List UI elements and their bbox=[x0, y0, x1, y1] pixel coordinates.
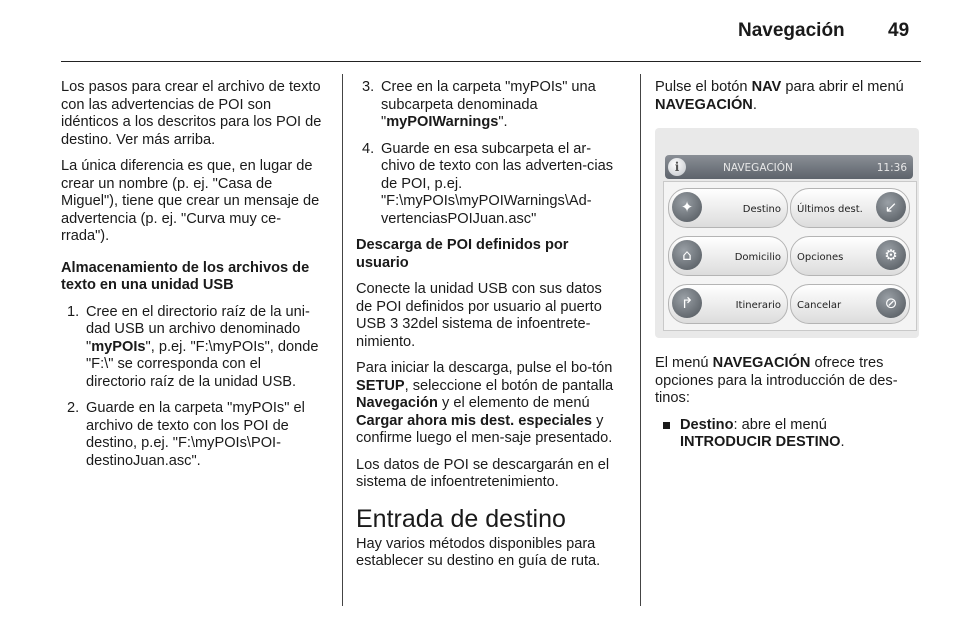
steps-list bbox=[61, 304, 325, 471]
recent-destinations-icon: ↙ bbox=[876, 192, 906, 222]
screen-menu-area bbox=[663, 181, 917, 331]
step-number: 4. bbox=[362, 140, 375, 157]
opciones-button: Opciones ⚙ bbox=[790, 236, 910, 276]
paragraph: Para iniciar la descarga, pulse el bo‐tón SETUP, seleccione el botón de pantalla Navegación y el elemento de menú Cargar ahora mis dest. especiales y confirme luego el men‐saje presentado. bbox=[356, 360, 614, 446]
column-2 bbox=[356, 79, 622, 580]
column-1 bbox=[61, 79, 325, 479]
navigation-menu-screenshot bbox=[655, 128, 919, 338]
paragraph: Los datos de POI se descargarán en el sistema de infoentretenimiento. bbox=[356, 456, 610, 490]
column-divider-1 bbox=[342, 74, 343, 606]
paragraph: Hay varios métodos disponibles para establecer su destino en guía de ruta. bbox=[356, 535, 601, 569]
info-icon: i bbox=[668, 158, 686, 176]
route-arrow-icon: ↱ bbox=[672, 288, 702, 318]
subheading-usb-storage: Almacenamiento de los archivos de texto en una unidad USB bbox=[61, 259, 310, 293]
list-item bbox=[61, 400, 325, 470]
step-text: ", p.ej. "F:\myPOIs", donde "F:\" se corresponda con el directorio raíz de la unidad USB. bbox=[86, 338, 319, 390]
step-text: Guarde en la carpeta "myPOIs" el archivo de texto con los POI de destino, p.ej. "F:\myPOIs\POI‐destinoJuan.asc". bbox=[86, 400, 305, 469]
step-text: ". bbox=[498, 114, 508, 130]
page-reference-link[interactable]: 3 32 bbox=[390, 316, 419, 332]
step-bold-text: myPOIs bbox=[91, 338, 146, 355]
paragraph: El menú NAVEGACIÓN ofrece tres opciones para la introducción de des‐tinos: bbox=[655, 355, 898, 406]
cancelar-button: Cancelar ⊘ bbox=[790, 284, 910, 324]
list-item bbox=[61, 304, 325, 392]
steps-list bbox=[356, 79, 622, 228]
list-item bbox=[356, 141, 622, 229]
step-text: Cree en el directorio raíz de la uni‐dad USB un archivo denominado " bbox=[86, 303, 310, 355]
paragraph: Conecte la unidad USB con sus datos de POI definidos por usuario al puerto USB 3 32del sistema de infoentrete‐nimiento. bbox=[356, 281, 602, 350]
options-gear-icon: ⚙ bbox=[876, 240, 906, 270]
home-icon: ⌂ bbox=[672, 240, 702, 270]
column-divider-2 bbox=[640, 74, 641, 606]
screen-title: NAVEGACIÓN bbox=[723, 162, 793, 174]
cancel-icon: ⊘ bbox=[876, 288, 906, 318]
destination-icon: ✦ bbox=[672, 192, 702, 222]
step-number: 1. bbox=[67, 303, 80, 320]
subheading-poi-download: Descarga de POI definidos por usuario bbox=[356, 237, 569, 271]
domicilio-button: ⌂ Domicilio bbox=[668, 236, 788, 276]
step-text: Guarde en esa subcarpeta el ar‐chivo de texto con las adverten‐cias de POI, p.ej. "F:\myPOIs\myPOIWarnings\Ad‐vertenciasPOIJuan.asc" bbox=[381, 140, 614, 227]
screen-clock: 11:36 bbox=[876, 162, 907, 174]
paragraph: Los pasos para crear el archivo de texto con las advertencias de POI son idénticos a los descritos para los POI de destino. Ver más arriba. bbox=[61, 79, 322, 148]
destino-button: ✦ Destino bbox=[668, 188, 788, 228]
running-header-title: Navegación bbox=[738, 20, 845, 41]
section-heading: Entrada de destino bbox=[356, 504, 566, 533]
bullet-item: Destino: abre el menú INTRODUCIR DESTINO. bbox=[655, 417, 922, 452]
step-number: 2. bbox=[67, 400, 80, 416]
list-item bbox=[356, 79, 622, 132]
step-number: 3. bbox=[362, 79, 375, 95]
ultimos-dest-button: Últimos dest. ↙ bbox=[790, 188, 910, 228]
step-bold-text: myPOIWarnings bbox=[386, 114, 499, 130]
page-number: 49 bbox=[888, 20, 910, 41]
header-rule bbox=[61, 61, 921, 62]
screen-title-bar bbox=[665, 155, 913, 179]
paragraph: La única diferencia es que, en lugar de crear un nombre (p. ej. "Casa de Miguel"), tiene que crear un mensaje de advertencia (p. ej. "Curva muy ce‐rrada"). bbox=[61, 158, 320, 244]
column-3 bbox=[655, 79, 922, 452]
bullet-square-icon bbox=[663, 422, 670, 429]
paragraph: Pulse el botón NAV para abrir el menú NAVEGACIÓN. bbox=[655, 79, 904, 113]
step-text: Cree en la carpeta "myPOIs" una subcarpeta denominada " bbox=[381, 79, 596, 130]
itinerario-button: ↱ Itinerario bbox=[668, 284, 788, 324]
